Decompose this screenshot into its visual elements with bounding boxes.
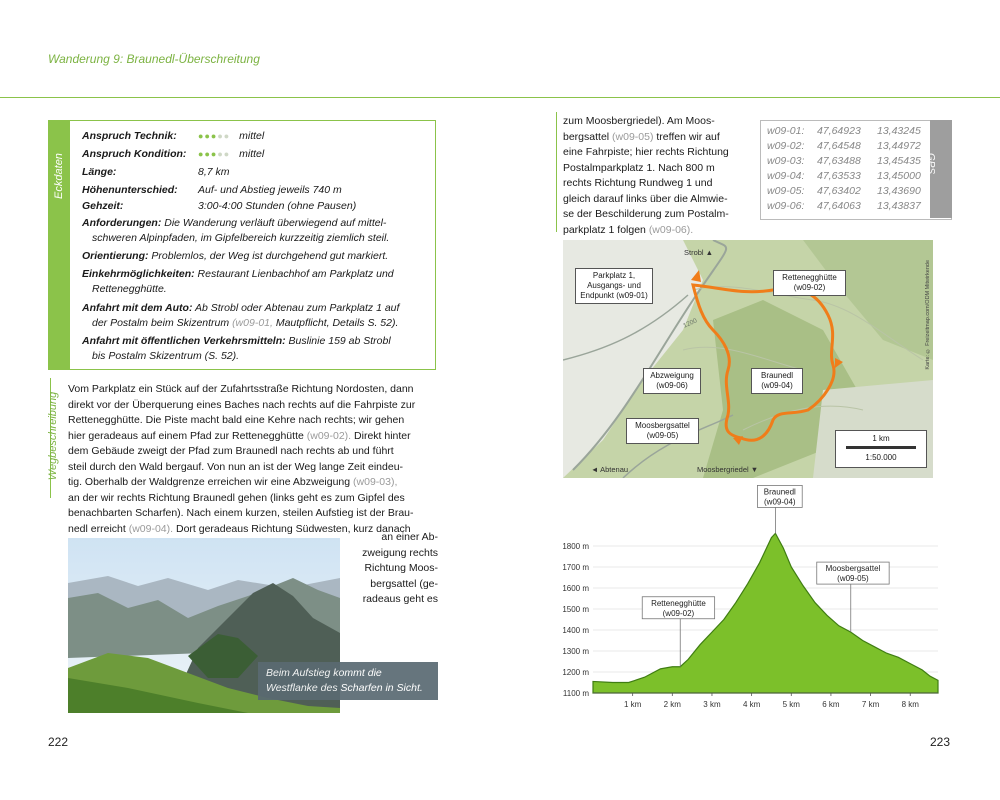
weg-line: tig. Oberhalb der Waldgrenze erreichen wir eine Abzweigung (w09-03), (68, 476, 398, 488)
anforderungen-value-2: schweren Alpinpfaden, im Gipfelbereich kurzzeitig ziemlich steil. (92, 232, 390, 244)
gps-tab-label: GPS (925, 152, 937, 175)
rt-line: gleich darauf links über die Almwie- (563, 192, 728, 205)
map-scale-box: 1 km 1:50.000 (835, 430, 927, 468)
y-tick-label: 1100 m (562, 689, 589, 698)
kondition-value: mittel (239, 148, 265, 160)
weg-line: radeaus geht es (362, 593, 438, 605)
waypoint-ref-w09-06: (w09-06). (648, 223, 694, 236)
right-text (563, 114, 743, 238)
x-tick-label: 6 km (822, 700, 840, 709)
page-number-left: 222 (48, 735, 69, 749)
right-text-rule (556, 112, 557, 232)
laenge-value: 8,7 km (198, 166, 230, 178)
waypoint-ref-w09-03: (w09-03), (353, 476, 398, 488)
difficulty-dot: ● (198, 149, 205, 159)
annotation-label: Moosbergsattel (825, 564, 881, 574)
orientierung-value: Problemlos, der Weg ist durchgehend gut markiert. (148, 250, 389, 262)
x-tick-label: 2 km (663, 700, 681, 709)
difficulty-dot: ● (217, 149, 224, 159)
gps-row: w09-02: 47,64548 13,44972 (767, 140, 921, 152)
auto-value-2a: der Postalm beim Skizentrum (92, 317, 233, 329)
map-label-moosbergriedel: Moosbergriedel ▼ (697, 465, 759, 474)
gps-row: w09-01: 47,64923 13,43245 (767, 125, 921, 137)
eckdaten-box (70, 120, 436, 370)
wegbeschreibung-label: Wegbeschreibung (47, 391, 59, 481)
map-credit: Karte: © Freizeitmap.com/ODM Mitwirkende (925, 260, 931, 370)
rt-line: se der Beschilderung zum Postalm- (563, 208, 729, 220)
annotation-label: Rettenegghütte (651, 598, 706, 608)
weg-line: Vom Parkplatz ein Stück auf der Zufahrtsstraße Richtung Nordosten, dann (68, 383, 414, 395)
kondition-dots (198, 149, 230, 159)
header-divider (0, 97, 1000, 98)
einkehr-value-1: Restaurant Lienbachhof am Parkplatz und (194, 268, 394, 280)
difficulty-dot: ● (223, 131, 231, 141)
anforderungen-label: Anforderungen: (82, 217, 162, 229)
oev-value-2: bis Postalm Skizentrum (S. 52). (92, 350, 240, 362)
y-tick-label: 1400 m (562, 626, 589, 635)
map-label-strobl: Strobl ▲ (684, 248, 714, 257)
y-tick-label: 1600 m (562, 584, 589, 593)
y-tick-label: 1500 m (562, 605, 589, 614)
waypoint-ref-w09-01: (w09-01, (232, 317, 273, 329)
waypoint-ref-w09-05: (w09-05) (612, 130, 654, 143)
auto-value-1: Ab Strobl oder Abtenau zum Parkplatz 1 auf (192, 302, 400, 314)
x-tick-label: 4 km (742, 700, 761, 709)
weg-line: Richtung Moos- (364, 562, 438, 574)
map-label-moosbergsattel: Moosbergsattel (w09-05) (626, 418, 699, 444)
weg-line: benachbarten Scharfen). Nach einem kurzen, steilen Aufstieg ist der Brau- (68, 507, 414, 519)
gps-box (760, 120, 952, 220)
difficulty-dot: ● (223, 149, 231, 159)
auto-value-2b: Mautpflicht, Details S. 52). (272, 317, 399, 329)
einkehr-label: Einkehrmöglichkeiten: (82, 268, 195, 280)
difficulty-dot: ● (217, 131, 224, 141)
auto-label: Anfahrt mit dem Auto: (82, 302, 193, 314)
weg-line: bergsattel (ge- (370, 577, 438, 590)
y-tick-label: 1800 m (562, 542, 589, 551)
eckdaten-tab-label: Eckdaten (53, 153, 65, 199)
difficulty-dot: ● (210, 131, 218, 141)
weg-line: an der wir rechts Richtung Braunedl gehen (links geht es zum Gipfel des (68, 491, 405, 504)
difficulty-dot: ● (198, 131, 205, 141)
annotation-label: (w09-04) (764, 497, 796, 507)
kondition-label: Anspruch Kondition: (82, 148, 187, 160)
technik-value: mittel (239, 130, 265, 142)
x-tick-label: 1 km (623, 700, 642, 709)
hoehe-label: Höhenunterschied: (82, 184, 178, 196)
elevation-profile (553, 485, 953, 720)
rt-line: parkplatz 1 folgen (w09-06). (563, 223, 694, 236)
oev-value-1: Buslinie 159 ab Strobl (285, 335, 391, 347)
annotation-label: Braunedl (763, 487, 796, 497)
orientierung-label: Orientierung: (82, 250, 149, 262)
difficulty-dot: ● (210, 149, 218, 159)
chapter-header: Wanderung 9: Braunedl-Überschreitung (48, 52, 260, 66)
x-tick-label: 3 km (703, 700, 721, 709)
gps-row: w09-05: 47,63402 13,43690 (767, 185, 921, 197)
weg-line: hier geradeaus auf einem Pfad zur Rettenegghütte (w09-02). Direkt hinter (68, 429, 411, 442)
map-label-rettenegghuette: Rettenegghütte (w09-02) (773, 270, 846, 296)
eckdaten-tab (48, 120, 70, 370)
gps-row: w09-03: 47,63488 13,45435 (767, 155, 921, 167)
rt-line: rechts Richtung Rundweg 1 und (563, 177, 713, 189)
y-tick-label: 1700 m (562, 563, 589, 572)
rt-line: bergsattel (w09-05) treffen wir auf (563, 130, 720, 143)
page-number-right: 223 (930, 735, 951, 749)
waypoint-ref-w09-04: (w09-04). (128, 522, 174, 535)
weg-line: an einer Ab- (381, 531, 438, 543)
difficulty-dot: ● (204, 131, 211, 141)
rt-line: zum Moosbergriedel). Am Moos- (563, 115, 715, 127)
gps-tab (925, 120, 952, 218)
map-label-braunedl: Braunedl (w09-04) (751, 368, 803, 394)
einkehr-value-2: Rettenegghütte. (92, 283, 167, 295)
weg-line: Rettenegghütte. Die Piste macht bald eine Kehre nach rechts; wir gehen (68, 414, 405, 426)
gehzeit-label: Gehzeit: (82, 200, 124, 212)
anforderungen-value-1: Die Wanderung verläuft überwiegend auf mittel- (161, 217, 387, 229)
wegbeschreibung-text (68, 382, 438, 537)
wegbeschreibung-narrow (350, 530, 438, 608)
weg-line: steil durch den Wald bergauf. Von nun an ist der Weg lange Zeit eindeu- (68, 460, 404, 473)
gps-row: w09-06: 47,64063 13,43837 (767, 200, 921, 212)
y-tick-label: 1200 m (562, 668, 589, 677)
map-label-parkplatz: Parkplatz 1, Ausgangs- und Endpunkt (w09-01) (575, 268, 653, 304)
x-tick-label: 8 km (901, 700, 919, 709)
weg-line: direkt vor der Überquerung eines Baches nach rechts auf die Fahrpiste zur (68, 398, 416, 411)
x-tick-label: 5 km (782, 700, 800, 709)
rt-line: eine Fahrpiste; hier rechts Richtung (563, 146, 729, 158)
map-label-abzweigung: Abzweigung (w09-06) (643, 368, 701, 394)
x-tick-label: 7 km (861, 700, 880, 709)
weg-line: zweigung rechts (362, 546, 438, 559)
map-scale-bar (846, 446, 916, 449)
annotation-label: (w09-02) (662, 608, 695, 618)
photo-caption: Beim Aufstieg kommt die Westflanke des Scharfen in Sicht. (258, 662, 438, 700)
gps-row: w09-04: 47,63533 13,45000 (767, 170, 921, 182)
technik-dots (198, 131, 230, 141)
map-contour-label: 1200 (682, 317, 699, 330)
route-map (563, 240, 933, 478)
hoehe-value: Auf- und Abstieg jeweils 740 m (198, 184, 342, 196)
weg-line: nedl erreicht (w09-04). Dort geradeaus Richtung Südwesten, kurz danach (68, 522, 411, 535)
waypoint-ref-w09-02: (w09-02). (306, 429, 352, 442)
oev-label: Anfahrt mit öffentlichen Verkehrsmitteln: (82, 335, 286, 347)
y-tick-label: 1300 m (562, 647, 589, 656)
difficulty-dot: ● (204, 149, 211, 159)
weg-line: dem Gebäude zweigt der Pfad zum Braunedl nach rechts ab und führt (68, 445, 394, 457)
gehzeit-value: 3:00-4:00 Stunden (ohne Pausen) (198, 200, 357, 212)
map-label-abtenau: ◄ Abtenau (591, 465, 629, 474)
laenge-label: Länge: (82, 166, 117, 178)
rt-line: Postalmparkplatz 1. Nach 800 m (563, 161, 715, 174)
annotation-label: (w09-05) (837, 574, 869, 584)
technik-label: Anspruch Technik: (82, 130, 177, 142)
